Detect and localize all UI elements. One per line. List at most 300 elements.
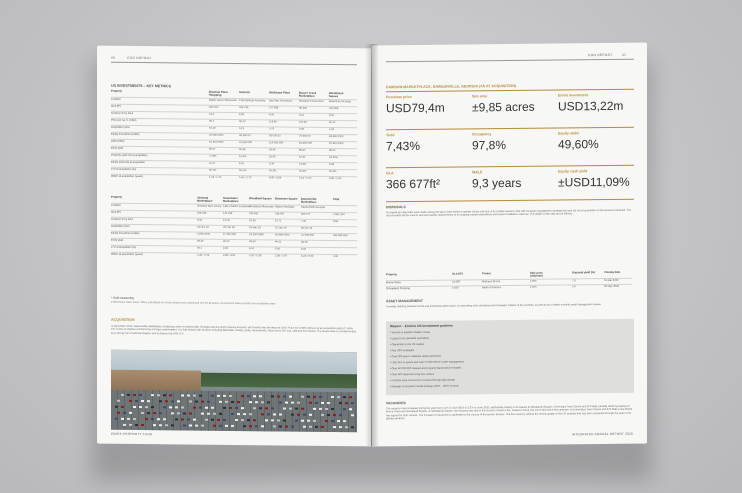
metric-value: 366 677ft² (386, 176, 441, 192)
sale-cell: Schneiders Crossing (386, 287, 410, 291)
table2-cell: Vineland New Jersey (197, 204, 222, 208)
parked-car (235, 419, 238, 421)
metrics-gold-rule (386, 165, 634, 168)
partners-box-item: • Portfolio track record from covered through high growth (390, 378, 456, 383)
parked-car (291, 402, 294, 404)
parked-car (175, 418, 178, 420)
sale-cell: 4 500 (452, 286, 459, 290)
sale-cell: 4 900 (530, 279, 537, 283)
parked-car (199, 395, 202, 397)
table1-header-cell: Wolfchase Place (269, 91, 291, 95)
parked-car (123, 424, 126, 426)
sale-cell: 31 Mar 2020 (604, 278, 619, 283)
parked-car (309, 426, 312, 428)
parked-car (327, 414, 330, 416)
table1-cell: 9.34 (269, 162, 275, 166)
parked-car (297, 402, 300, 404)
table2-cell: Dawsonville Georgia (301, 205, 325, 209)
parked-car (337, 420, 340, 422)
table2-cell: 443 080 939 (333, 234, 348, 238)
parked-car (343, 408, 346, 410)
table1-cell: 277 998 (269, 106, 279, 110)
shopping-centre-photo (111, 350, 357, 433)
table2-cell: 60.1 (197, 246, 203, 250)
parked-car (219, 425, 222, 427)
parked-car (199, 407, 202, 409)
table1-cell: 61 310 0000 (209, 140, 224, 144)
parked-car (141, 424, 144, 426)
table1-cell: 5.79 (269, 127, 275, 131)
page-header: COO REPORT (588, 52, 613, 58)
table1-cell: 8.41 (299, 113, 305, 117)
table1-cell: 86.67 (209, 147, 216, 151)
table1-cell: 9.50 (329, 113, 335, 118)
metric-label: WALE (472, 170, 483, 175)
partners-box-item: • Over 40 000 000 cleaned and property leased and re-leased (390, 366, 461, 371)
parked-car (231, 413, 234, 415)
table2-cell: 49.28 (301, 240, 308, 244)
parked-car (145, 418, 148, 420)
table2-cell: 3 058 2605 (197, 232, 210, 236)
parked-car (301, 396, 304, 398)
table2-cell: Tenancy % by GLA (111, 217, 134, 221)
table1-cell: 18.33% (329, 155, 338, 160)
table1-cell: 16.4% (239, 155, 247, 159)
parked-car (219, 413, 222, 415)
parked-car (175, 406, 178, 408)
partners-box (386, 319, 634, 396)
parked-car (217, 395, 220, 397)
parked-car (327, 402, 330, 404)
metrics-gold-rule (386, 89, 634, 92)
parked-car (147, 400, 150, 402)
parked-car (127, 394, 130, 396)
table1-cell: Tenancy % by GLA (111, 111, 134, 115)
parked-car (303, 414, 306, 416)
parked-car (223, 407, 226, 409)
parked-car (231, 401, 234, 403)
table1-cell: 60.3% (269, 169, 277, 173)
parked-car (133, 406, 136, 408)
table2-cell: 9.23 / 9.30 (301, 254, 314, 258)
table2-header-cell: Property (111, 195, 123, 199)
table1-cell: 8.55 (239, 162, 245, 166)
parked-car (231, 425, 234, 427)
parked-car (157, 394, 160, 396)
parked-car (193, 395, 196, 397)
parked-car (279, 425, 282, 427)
parked-car (247, 395, 250, 397)
left-page (97, 46, 371, 447)
parked-car (205, 407, 208, 409)
parked-car (267, 413, 270, 415)
table1-cell: 60.1% (209, 168, 217, 172)
parked-car (217, 419, 220, 421)
parked-car (169, 394, 172, 396)
table1-header-cell: Beaver Creek Marketplace (299, 91, 317, 98)
table1-cell: 268 799 (239, 106, 249, 110)
right-page (372, 43, 647, 447)
page-number: 90 (111, 55, 116, 60)
parked-car (351, 414, 354, 416)
table1-header-cell: Gilchrist (239, 91, 250, 95)
parked-car (171, 424, 174, 426)
parked-car (319, 408, 322, 410)
parked-car (213, 413, 216, 415)
parked-car (283, 420, 286, 422)
parked-car (159, 400, 162, 402)
footnote-1: * Gold seasoning (111, 295, 134, 300)
table2-cell: 13.28 (223, 218, 230, 222)
table1-cell: Big Flats Tennessee (269, 99, 293, 103)
parked-car (295, 408, 298, 410)
parked-car (139, 394, 142, 396)
parked-car (133, 418, 136, 420)
table1-cell: 56.19 (209, 126, 216, 130)
parked-car (183, 424, 186, 426)
table1-cell: 8.99 (239, 113, 245, 117)
table2-cell: 46.11 (275, 240, 282, 244)
table1-cell: 4.99 / 5.03 (329, 176, 342, 181)
parked-car (159, 424, 162, 426)
table1-cell: 93.48 (269, 148, 276, 152)
parked-car (339, 426, 342, 428)
parked-car (351, 426, 354, 428)
parked-car (171, 412, 174, 414)
parked-car (261, 413, 264, 415)
parked-car (343, 420, 346, 422)
parked-car (271, 407, 274, 409)
parked-car (349, 396, 352, 398)
parked-car (333, 426, 336, 428)
partners-box-item: • Manage to long-term rental strategy (2019 – 2019 current) (390, 384, 459, 389)
table1-cell: 3.00 (299, 127, 305, 131)
table1-cell: 10.81 (299, 155, 306, 159)
parked-car (213, 425, 216, 427)
parked-car (201, 413, 204, 415)
parked-car (313, 396, 316, 398)
partners-box-item: • Over 400 retail and a big box centres (390, 372, 435, 377)
table1-cell: Property yield (%) at acquisition (111, 153, 148, 158)
parked-car (279, 413, 282, 415)
parked-car (313, 420, 316, 422)
parked-car (171, 400, 174, 402)
table1-cell: 60.5% (239, 169, 247, 173)
parked-car (211, 419, 214, 421)
table2-cell: 5.20 / 5.38 (249, 254, 262, 258)
parked-car (183, 412, 186, 414)
table2-cell: 49.20 (223, 239, 230, 243)
parked-car (267, 401, 270, 403)
metric-label: Purchase price (386, 95, 412, 100)
sale-cell: 7.8 (572, 279, 576, 283)
sale-cell: Mattress Sports (482, 280, 501, 284)
parked-car (241, 407, 244, 409)
table1-cell: 88.45 (299, 148, 306, 152)
table2-cell: Entry yield (111, 238, 124, 242)
table2-header-cell: Total (333, 198, 340, 202)
parked-car (225, 401, 228, 403)
parked-car (235, 407, 238, 409)
parked-car (253, 395, 256, 397)
parked-car (181, 406, 184, 408)
parked-car (163, 418, 166, 420)
parked-car (187, 419, 190, 421)
table1-cell: Entry yield (111, 146, 124, 150)
parked-car (261, 425, 264, 427)
partners-box-item: • Venture is based in Dallas, Texas (390, 330, 430, 335)
parked-car (187, 395, 190, 397)
table2-cell: 2.86 / 2.97 (275, 254, 288, 258)
table1-cell: 38 390 0000 (329, 134, 344, 139)
parked-car (129, 424, 132, 426)
table2-cell: 49.30 (249, 240, 256, 244)
table1-cell: 9.84 (329, 162, 335, 167)
table2-cell: 9.34 (197, 218, 203, 222)
parked-car (165, 424, 168, 426)
parked-car (225, 425, 228, 427)
parked-car (351, 402, 354, 404)
metrics-gold-rule (386, 127, 634, 130)
table1-cell: 82 860 000 (299, 141, 312, 145)
parked-car (279, 401, 282, 403)
table1-header-cell: Woodstock Square (329, 91, 344, 99)
parked-car (207, 401, 210, 403)
parked-car (243, 425, 246, 427)
metric-label: Occupancy (472, 132, 492, 137)
table2-header-cell: Sweetwater Marketplace (223, 196, 239, 204)
table2-cell: 12 039 803 (301, 233, 314, 237)
parked-car (265, 419, 268, 421)
parked-car (261, 401, 264, 403)
parked-car (307, 420, 310, 422)
table2-cell: 248 097 (275, 212, 285, 216)
table2-cell: 4.89 / 4.91 (223, 253, 236, 258)
metric-label: Emira investment (558, 93, 588, 98)
section-title: US INVESTMENTS – KEY METRICS (111, 83, 172, 89)
parked-car (151, 394, 154, 396)
table2-cell: Woodbury Minnesota (249, 205, 274, 209)
table1-cell: 313 008 (329, 106, 339, 111)
parked-car (249, 401, 252, 403)
partners-box-title: Wasser – Emira's US investment partners (390, 323, 453, 329)
parked-car (283, 396, 286, 398)
table1-cell: 18.80 (269, 155, 276, 159)
parked-car (273, 425, 276, 427)
table2-cell: 9.84 (333, 220, 339, 224)
table1-cell: 6.19 (239, 127, 245, 131)
metric-label: GLA (386, 171, 394, 176)
parked-car (265, 407, 268, 409)
parked-car (291, 426, 294, 428)
table1-cell: Acquisition price (111, 125, 130, 129)
partners-box-item: • Key US's strategies (390, 348, 415, 353)
partners-box-item: • Ownership in the US market (390, 342, 425, 347)
partners-box-item: • USD 4bn in assets and over 50 000 000 ft² under management (390, 360, 464, 365)
parked-car (177, 412, 180, 414)
parked-car (121, 406, 124, 408)
table2-cell: 208 289 (197, 211, 207, 215)
disposals-title: DISPOSALS (386, 205, 406, 210)
parked-car (135, 424, 138, 426)
table2-cell: LTV at acquisition (%) (111, 245, 137, 249)
parked-car (169, 406, 172, 408)
parked-car (321, 426, 324, 428)
table1-cell: 49.48 (239, 148, 246, 152)
parked-car (181, 394, 184, 396)
parked-car (153, 412, 156, 414)
parked-car (115, 406, 118, 408)
metric-value: 9,3 years (472, 175, 522, 191)
parked-car (249, 425, 252, 427)
parked-car (273, 413, 276, 415)
metric-value: USD13,22m (558, 98, 624, 114)
table1-header-cell: Property (111, 89, 123, 93)
table2-header-cell: Woodland Square (249, 197, 272, 201)
table1-cell: Maple Grove Minnesota (209, 98, 237, 103)
parked-car (301, 420, 304, 422)
parked-car (163, 394, 166, 396)
parked-car (139, 406, 142, 408)
page-header: COO REPORT (127, 55, 152, 61)
table1-cell: 490 320 (209, 105, 219, 109)
table1-cell: 118.86 (269, 120, 277, 124)
parked-car (223, 395, 226, 397)
partners-box-item: • Over 300 years' collective retail experience (390, 354, 441, 359)
metric-label: Equity stake (558, 131, 580, 136)
parked-car (145, 406, 148, 408)
table2-cell: GLA (ft²) (111, 210, 121, 214)
table1-cell: 25 030 0000 (209, 133, 224, 137)
parked-car (325, 408, 328, 410)
sale-cell: 5.4 (572, 285, 576, 289)
parked-car (129, 400, 132, 402)
parked-car (309, 402, 312, 404)
sale-header-cell: Property (386, 273, 398, 277)
parked-car (331, 420, 334, 422)
table2-cell: Equity investment (USD) (111, 231, 140, 236)
table1-cell: 70 930 00 (299, 134, 311, 138)
parked-car (259, 407, 262, 409)
table2-cell: 16.71 (275, 219, 282, 223)
parked-car (189, 413, 192, 415)
parked-car (333, 414, 336, 416)
parked-car (205, 419, 208, 421)
table2-cell: Acquisition price (111, 224, 130, 228)
table2-cell: 8.47 (249, 247, 255, 251)
parked-car (117, 412, 120, 414)
sale-cell: Moore Plaza (386, 281, 401, 285)
parked-car (207, 413, 210, 415)
table2-cell: 9.30 (275, 247, 281, 251)
parked-car (315, 402, 318, 404)
table1-cell: 38 340 00 (239, 134, 251, 138)
table1-cell: Cold Springs Kentucky (239, 99, 266, 103)
vacancies-title: VACANCIES (386, 401, 406, 406)
table2-cell: 18.38 (249, 219, 256, 223)
parked-car (289, 396, 292, 398)
table1-cell: 3.18 (209, 112, 215, 116)
parked-car (133, 394, 136, 396)
parked-car (241, 395, 244, 397)
sale-header-cell: Closing date (604, 270, 621, 275)
parked-car (319, 396, 322, 398)
sale-cell: Bank of America (482, 286, 501, 290)
parked-car (241, 419, 244, 421)
table1-cell: 60.3% (329, 169, 337, 174)
parked-car (313, 408, 316, 410)
table2-cell: 2 942 550 (333, 213, 345, 217)
parked-car (253, 419, 256, 421)
footnote-2: # Whichever basis lower. WALE calculated on current leases and contractual rent for all space. Income/rent basis exclude from acquisition date (111, 300, 276, 306)
sale-header-cell: Disposal yield (%) (572, 271, 595, 275)
parked-car (291, 414, 294, 416)
asset-management-title: ASSET MANAGEMENT (386, 298, 423, 304)
parked-car (285, 426, 288, 428)
parked-car (159, 412, 162, 414)
table1-cell: Westport Connecticut (299, 99, 324, 103)
parked-car (201, 401, 204, 403)
table2-cell: 36 989 0006 (275, 233, 290, 237)
table1-cell: Price per sq. ft. (USD) (111, 118, 137, 122)
table2-row-divider (111, 217, 357, 223)
table2-row-divider (111, 245, 357, 251)
table2-cell: WALE at acquisition (years) (111, 252, 143, 257)
table2-cell: 24 Dec 18 (197, 225, 209, 229)
metric-value: 49,60% (558, 137, 599, 152)
table1-cell: 93 050 00 (269, 134, 281, 138)
parked-car (223, 419, 226, 421)
parked-car (115, 418, 118, 420)
parked-car (325, 420, 328, 422)
parked-car (211, 395, 214, 397)
table1-cell: 59.4% (299, 169, 307, 173)
parked-car (123, 412, 126, 414)
parked-car (229, 395, 232, 397)
parked-car (151, 418, 154, 420)
table2-cell: 269 432 (249, 212, 259, 216)
table2-cell: 30 Oct 19 (301, 226, 313, 230)
vacancies-text: The vacancy rate increased during the year from 2.1% in June 2019 to 2.3% in June 2020, attributable majorly to increases at Westlands Square, Universityy Town Centre and 870 Mall, partially offset by leasing at Moore Plaza and Woodland Square. At Westlands Square, the vacancy was due to the closure of Earth Fare, however Emira has since secured a new operator. At Universityy Town Centre and 870 Mall a new tenant has signed for both centres. The increase of vacancies is attributed to the closure of the anchor tenants. The low vacancy reflects the strong quality of the US portfolio that has been sustained through the year in the global pandemic. (386, 404, 633, 421)
table2-cell: 7.43 (301, 219, 307, 223)
table1-cell: LTV at acquisition (%) (111, 167, 137, 171)
table1-cell: 4.56 (269, 113, 275, 117)
sale-header-cell: Sale price (USD'000) (530, 271, 543, 278)
table1-cell: Equity investment (USD) (111, 132, 140, 137)
table2-cell: 11 582 808 (223, 232, 236, 237)
parked-car (331, 396, 334, 398)
parked-car (177, 400, 180, 402)
sale-header-cell: GLA (ft²) (452, 272, 463, 276)
table2-cell: 49.40 (197, 239, 204, 243)
table2-cell: 19 Mar 18 (249, 226, 261, 230)
table1-cell: 87 910 0000 (329, 141, 344, 146)
table2-cell: 9.30 (223, 246, 229, 250)
metrics-gold-rule (386, 199, 634, 202)
parked-car (193, 419, 196, 421)
parked-car (271, 395, 274, 397)
table1-cell: 5.13 / 5.25 (299, 176, 312, 180)
parked-car (237, 413, 240, 415)
parked-car (331, 408, 334, 410)
table1-cell: WALE at acquisition (years) (111, 174, 143, 179)
parked-car (301, 408, 304, 410)
sale-cell: 21 600 (452, 280, 460, 284)
parked-car (271, 419, 274, 421)
table1-cell: 13.9% (299, 162, 307, 166)
parked-car (337, 396, 340, 398)
table1-cell: Beaumont Georgia (329, 99, 351, 104)
